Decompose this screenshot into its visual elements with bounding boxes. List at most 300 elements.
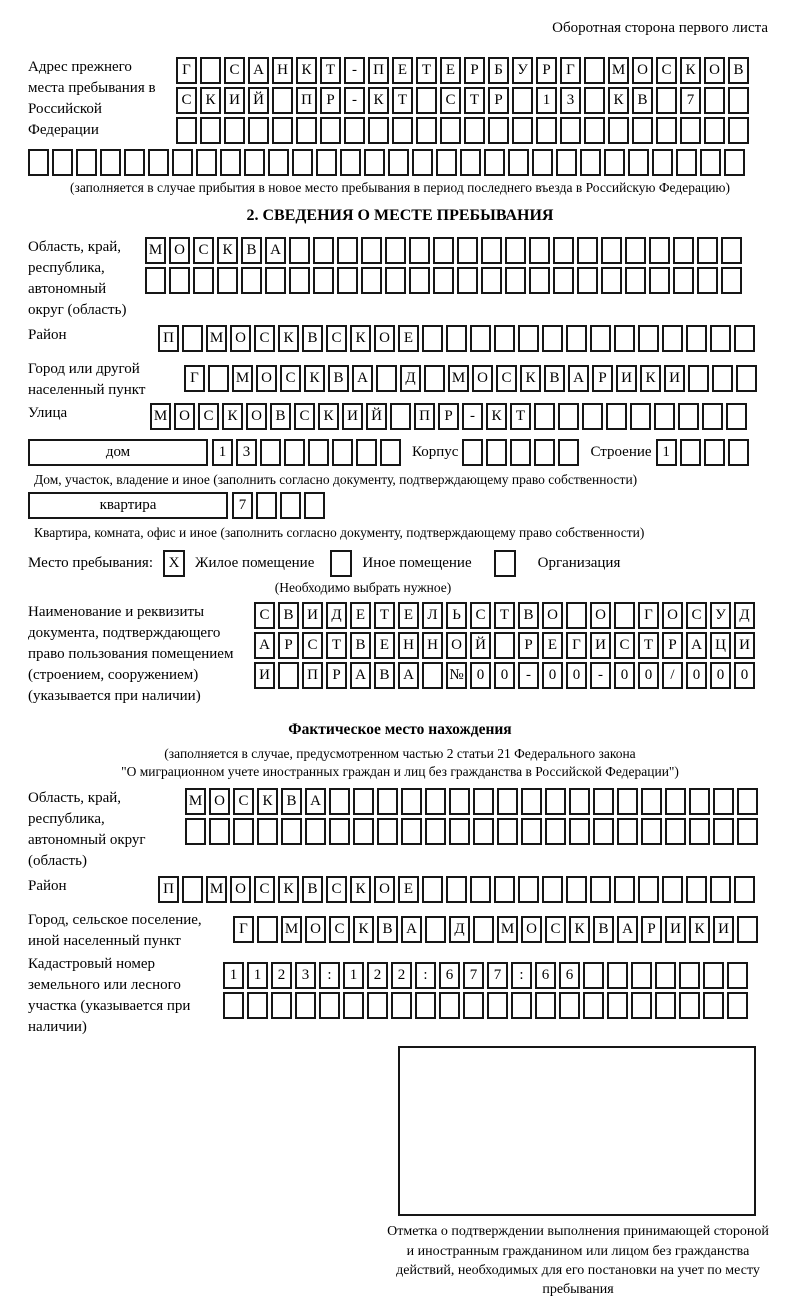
char-cell[interactable]	[607, 962, 628, 989]
char-cell[interactable]	[439, 992, 460, 1019]
char-cell[interactable]: О	[230, 876, 251, 903]
char-cell[interactable]	[505, 237, 526, 264]
char-cell[interactable]: /	[662, 662, 683, 689]
char-cell[interactable]	[425, 818, 446, 845]
char-cell[interactable]	[638, 876, 659, 903]
char-cell[interactable]: С	[656, 57, 677, 84]
char-cell[interactable]	[316, 149, 337, 176]
char-cell[interactable]	[390, 403, 411, 430]
char-cell[interactable]	[614, 602, 635, 629]
char-cell[interactable]	[630, 403, 651, 430]
char-cell[interactable]	[470, 876, 491, 903]
char-cell[interactable]	[329, 788, 350, 815]
char-cell[interactable]	[607, 992, 628, 1019]
char-cell[interactable]	[337, 237, 358, 264]
char-cell[interactable]	[724, 149, 745, 176]
char-cell[interactable]: 7	[487, 962, 508, 989]
char-cell[interactable]: 1	[212, 439, 233, 466]
char-cell[interactable]: О	[542, 602, 563, 629]
char-cell[interactable]: А	[254, 632, 275, 659]
char-cell[interactable]	[182, 325, 203, 352]
char-cell[interactable]: 3	[560, 87, 581, 114]
char-cell[interactable]: К	[680, 57, 701, 84]
char-cell[interactable]: 0	[734, 662, 755, 689]
char-cell[interactable]	[553, 267, 574, 294]
char-cell[interactable]	[385, 267, 406, 294]
char-cell[interactable]	[353, 788, 374, 815]
char-cell[interactable]: И	[664, 365, 685, 392]
char-cell[interactable]	[464, 117, 485, 144]
char-cell[interactable]: Ь	[446, 602, 467, 629]
char-cell[interactable]	[625, 237, 646, 264]
char-cell[interactable]	[625, 267, 646, 294]
char-cell[interactable]	[217, 267, 238, 294]
char-cell[interactable]: К	[222, 403, 243, 430]
char-cell[interactable]	[728, 87, 749, 114]
char-cell[interactable]	[271, 992, 292, 1019]
char-cell[interactable]	[604, 149, 625, 176]
char-cell[interactable]: П	[414, 403, 435, 430]
char-cell[interactable]: 0	[710, 662, 731, 689]
char-cell[interactable]: Е	[392, 57, 413, 84]
char-cell[interactable]	[518, 876, 539, 903]
char-cell[interactable]: К	[350, 325, 371, 352]
char-cell[interactable]: С	[686, 602, 707, 629]
char-cell[interactable]: М	[150, 403, 171, 430]
char-cell[interactable]	[559, 992, 580, 1019]
char-cell[interactable]	[169, 267, 190, 294]
char-cell[interactable]: 2	[391, 962, 412, 989]
char-cell[interactable]: 3	[236, 439, 257, 466]
char-cell[interactable]: С	[496, 365, 517, 392]
char-cell[interactable]: О	[374, 325, 395, 352]
char-cell[interactable]	[689, 818, 710, 845]
char-cell[interactable]: И	[224, 87, 245, 114]
char-cell[interactable]	[425, 788, 446, 815]
char-cell[interactable]	[726, 403, 747, 430]
char-cell[interactable]	[737, 788, 758, 815]
char-cell[interactable]	[284, 439, 305, 466]
char-cell[interactable]	[712, 365, 733, 392]
char-cell[interactable]	[446, 325, 467, 352]
char-cell[interactable]: В	[593, 916, 614, 943]
char-cell[interactable]	[278, 662, 299, 689]
char-cell[interactable]: О	[169, 237, 190, 264]
char-cell[interactable]	[176, 117, 197, 144]
char-cell[interactable]: -	[344, 57, 365, 84]
char-cell[interactable]	[484, 149, 505, 176]
char-cell[interactable]	[473, 818, 494, 845]
char-cell[interactable]: К	[368, 87, 389, 114]
char-cell[interactable]: -	[590, 662, 611, 689]
char-cell[interactable]: О	[209, 788, 230, 815]
char-cell[interactable]: А	[401, 916, 422, 943]
char-cell[interactable]	[385, 237, 406, 264]
char-cell[interactable]: П	[296, 87, 317, 114]
char-cell[interactable]: А	[265, 237, 286, 264]
char-cell[interactable]: С	[326, 876, 347, 903]
char-cell[interactable]: №	[446, 662, 467, 689]
char-cell[interactable]	[593, 818, 614, 845]
char-cell[interactable]: И	[713, 916, 734, 943]
char-cell[interactable]: В	[241, 237, 262, 264]
char-cell[interactable]	[542, 325, 563, 352]
char-cell[interactable]	[412, 149, 433, 176]
char-cell[interactable]	[577, 267, 598, 294]
char-cell[interactable]: Т	[464, 87, 485, 114]
char-cell[interactable]	[244, 149, 265, 176]
char-cell[interactable]	[145, 267, 166, 294]
char-cell[interactable]	[380, 439, 401, 466]
char-cell[interactable]	[710, 876, 731, 903]
char-cell[interactable]	[697, 237, 718, 264]
char-cell[interactable]: А	[350, 662, 371, 689]
char-cell[interactable]	[424, 365, 445, 392]
char-cell[interactable]	[542, 876, 563, 903]
char-cell[interactable]	[700, 149, 721, 176]
char-cell[interactable]: 0	[566, 662, 587, 689]
stay-type-checkbox-residential[interactable]: X	[163, 550, 185, 577]
char-cell[interactable]: Р	[326, 662, 347, 689]
char-cell[interactable]: Д	[326, 602, 347, 629]
char-cell[interactable]: И	[665, 916, 686, 943]
char-cell[interactable]: О	[521, 916, 542, 943]
char-cell[interactable]: К	[640, 365, 661, 392]
char-cell[interactable]	[638, 325, 659, 352]
char-cell[interactable]	[617, 818, 638, 845]
char-cell[interactable]	[196, 149, 217, 176]
char-cell[interactable]: :	[511, 962, 532, 989]
char-cell[interactable]: Р	[662, 632, 683, 659]
char-cell[interactable]	[545, 818, 566, 845]
char-cell[interactable]: В	[544, 365, 565, 392]
char-cell[interactable]	[737, 818, 758, 845]
char-cell[interactable]	[704, 439, 725, 466]
char-cell[interactable]: Г	[176, 57, 197, 84]
char-cell[interactable]	[545, 788, 566, 815]
char-cell[interactable]	[289, 267, 310, 294]
char-cell[interactable]	[529, 237, 550, 264]
char-cell[interactable]: Г	[184, 365, 205, 392]
char-cell[interactable]	[704, 117, 725, 144]
char-cell[interactable]: Б	[488, 57, 509, 84]
char-cell[interactable]: 7	[680, 87, 701, 114]
char-cell[interactable]	[734, 325, 755, 352]
char-cell[interactable]	[488, 117, 509, 144]
char-cell[interactable]: Е	[440, 57, 461, 84]
char-cell[interactable]: У	[710, 602, 731, 629]
char-cell[interactable]: Т	[374, 602, 395, 629]
char-cell[interactable]	[584, 117, 605, 144]
char-cell[interactable]	[313, 267, 334, 294]
char-cell[interactable]: 1	[247, 962, 268, 989]
char-cell[interactable]: -	[518, 662, 539, 689]
char-cell[interactable]: И	[616, 365, 637, 392]
char-cell[interactable]	[28, 149, 49, 176]
char-cell[interactable]: Г	[560, 57, 581, 84]
char-cell[interactable]	[721, 237, 742, 264]
char-cell[interactable]	[391, 992, 412, 1019]
char-cell[interactable]: Н	[398, 632, 419, 659]
char-cell[interactable]	[510, 439, 531, 466]
char-cell[interactable]: У	[512, 57, 533, 84]
char-cell[interactable]: Р	[438, 403, 459, 430]
char-cell[interactable]: С	[614, 632, 635, 659]
char-cell[interactable]: О	[704, 57, 725, 84]
char-cell[interactable]	[272, 87, 293, 114]
char-cell[interactable]: К	[278, 325, 299, 352]
char-cell[interactable]: Р	[488, 87, 509, 114]
char-cell[interactable]: -	[344, 87, 365, 114]
char-cell[interactable]	[319, 992, 340, 1019]
char-cell[interactable]	[702, 403, 723, 430]
char-cell[interactable]	[727, 962, 748, 989]
char-cell[interactable]	[473, 788, 494, 815]
char-cell[interactable]	[584, 87, 605, 114]
char-cell[interactable]	[689, 788, 710, 815]
char-cell[interactable]	[601, 267, 622, 294]
char-cell[interactable]	[220, 149, 241, 176]
char-cell[interactable]	[332, 439, 353, 466]
char-cell[interactable]	[508, 149, 529, 176]
char-cell[interactable]	[710, 325, 731, 352]
char-cell[interactable]	[481, 267, 502, 294]
char-cell[interactable]: 1	[656, 439, 677, 466]
char-cell[interactable]: 1	[343, 962, 364, 989]
char-cell[interactable]	[512, 87, 533, 114]
char-cell[interactable]	[632, 117, 653, 144]
char-cell[interactable]	[313, 237, 334, 264]
char-cell[interactable]	[569, 818, 590, 845]
char-cell[interactable]	[185, 818, 206, 845]
char-cell[interactable]: С	[224, 57, 245, 84]
char-cell[interactable]	[233, 818, 254, 845]
char-cell[interactable]	[558, 403, 579, 430]
char-cell[interactable]: Р	[536, 57, 557, 84]
char-cell[interactable]: А	[617, 916, 638, 943]
char-cell[interactable]	[713, 818, 734, 845]
char-cell[interactable]: А	[398, 662, 419, 689]
char-cell[interactable]	[518, 325, 539, 352]
char-cell[interactable]: М	[232, 365, 253, 392]
char-cell[interactable]: К	[569, 916, 590, 943]
char-cell[interactable]	[497, 788, 518, 815]
char-cell[interactable]: 0	[470, 662, 491, 689]
char-cell[interactable]	[529, 267, 550, 294]
char-cell[interactable]: А	[686, 632, 707, 659]
char-cell[interactable]: А	[248, 57, 269, 84]
char-cell[interactable]: К	[520, 365, 541, 392]
char-cell[interactable]: 0	[638, 662, 659, 689]
char-cell[interactable]	[676, 149, 697, 176]
char-cell[interactable]	[392, 117, 413, 144]
char-cell[interactable]: П	[158, 325, 179, 352]
char-cell[interactable]: Т	[416, 57, 437, 84]
char-cell[interactable]	[673, 237, 694, 264]
char-cell[interactable]	[737, 916, 758, 943]
char-cell[interactable]	[422, 662, 443, 689]
char-cell[interactable]: Е	[542, 632, 563, 659]
char-cell[interactable]	[224, 117, 245, 144]
char-cell[interactable]: М	[448, 365, 469, 392]
char-cell[interactable]: Т	[392, 87, 413, 114]
char-cell[interactable]	[265, 267, 286, 294]
char-cell[interactable]: Р	[518, 632, 539, 659]
char-cell[interactable]: К	[350, 876, 371, 903]
char-cell[interactable]	[422, 325, 443, 352]
char-cell[interactable]	[388, 149, 409, 176]
char-cell[interactable]	[367, 992, 388, 1019]
char-cell[interactable]: К	[217, 237, 238, 264]
char-cell[interactable]: Л	[422, 602, 443, 629]
char-cell[interactable]	[409, 267, 430, 294]
char-cell[interactable]: В	[278, 602, 299, 629]
char-cell[interactable]: К	[278, 876, 299, 903]
char-cell[interactable]	[521, 818, 542, 845]
char-cell[interactable]	[361, 267, 382, 294]
char-cell[interactable]: А	[352, 365, 373, 392]
char-cell[interactable]	[534, 403, 555, 430]
char-cell[interactable]: Е	[398, 602, 419, 629]
char-cell[interactable]	[736, 365, 757, 392]
char-cell[interactable]: В	[377, 916, 398, 943]
char-cell[interactable]	[494, 632, 515, 659]
char-cell[interactable]	[512, 117, 533, 144]
char-cell[interactable]	[433, 237, 454, 264]
char-cell[interactable]	[580, 149, 601, 176]
char-cell[interactable]	[209, 818, 230, 845]
char-cell[interactable]: Г	[566, 632, 587, 659]
char-cell[interactable]: 2	[367, 962, 388, 989]
char-cell[interactable]: О	[256, 365, 277, 392]
char-cell[interactable]: К	[296, 57, 317, 84]
char-cell[interactable]: И	[590, 632, 611, 659]
char-cell[interactable]	[100, 149, 121, 176]
char-cell[interactable]	[560, 117, 581, 144]
char-cell[interactable]	[377, 818, 398, 845]
char-cell[interactable]	[583, 962, 604, 989]
char-cell[interactable]: С	[294, 403, 315, 430]
char-cell[interactable]	[494, 876, 515, 903]
char-cell[interactable]	[704, 87, 725, 114]
char-cell[interactable]	[665, 818, 686, 845]
char-cell[interactable]	[584, 57, 605, 84]
char-cell[interactable]	[697, 267, 718, 294]
char-cell[interactable]	[569, 788, 590, 815]
char-cell[interactable]	[281, 818, 302, 845]
char-cell[interactable]	[583, 992, 604, 1019]
char-cell[interactable]	[470, 325, 491, 352]
char-cell[interactable]: В	[632, 87, 653, 114]
char-cell[interactable]: П	[302, 662, 323, 689]
char-cell[interactable]	[631, 992, 652, 1019]
char-cell[interactable]: К	[304, 365, 325, 392]
char-cell[interactable]	[401, 818, 422, 845]
char-cell[interactable]: 6	[559, 962, 580, 989]
char-cell[interactable]	[433, 267, 454, 294]
char-cell[interactable]	[304, 492, 325, 519]
char-cell[interactable]	[566, 602, 587, 629]
char-cell[interactable]	[734, 876, 755, 903]
char-cell[interactable]: О	[230, 325, 251, 352]
char-cell[interactable]	[76, 149, 97, 176]
char-cell[interactable]	[566, 325, 587, 352]
char-cell[interactable]: 3	[295, 962, 316, 989]
char-cell[interactable]	[686, 325, 707, 352]
char-cell[interactable]	[628, 149, 649, 176]
char-cell[interactable]	[655, 992, 676, 1019]
char-cell[interactable]: М	[206, 876, 227, 903]
char-cell[interactable]	[713, 788, 734, 815]
char-cell[interactable]	[462, 439, 483, 466]
char-cell[interactable]	[296, 117, 317, 144]
char-cell[interactable]	[260, 439, 281, 466]
char-cell[interactable]: М	[497, 916, 518, 943]
char-cell[interactable]	[52, 149, 73, 176]
char-cell[interactable]	[656, 117, 677, 144]
char-cell[interactable]: О	[246, 403, 267, 430]
char-cell[interactable]: К	[689, 916, 710, 943]
char-cell[interactable]: Й	[470, 632, 491, 659]
char-cell[interactable]: Р	[464, 57, 485, 84]
char-cell[interactable]	[679, 992, 700, 1019]
char-cell[interactable]: Е	[398, 325, 419, 352]
char-cell[interactable]: В	[302, 876, 323, 903]
char-cell[interactable]	[124, 149, 145, 176]
char-cell[interactable]	[256, 492, 277, 519]
char-cell[interactable]	[703, 962, 724, 989]
char-cell[interactable]: С	[280, 365, 301, 392]
char-cell[interactable]: В	[374, 662, 395, 689]
char-cell[interactable]	[649, 237, 670, 264]
char-cell[interactable]: В	[302, 325, 323, 352]
char-cell[interactable]	[337, 267, 358, 294]
char-cell[interactable]: Н	[422, 632, 443, 659]
char-cell[interactable]	[377, 788, 398, 815]
char-cell[interactable]: И	[302, 602, 323, 629]
char-cell[interactable]	[614, 325, 635, 352]
char-cell[interactable]	[344, 117, 365, 144]
char-cell[interactable]: Р	[592, 365, 613, 392]
char-cell[interactable]: Г	[638, 602, 659, 629]
char-cell[interactable]: Т	[320, 57, 341, 84]
char-cell[interactable]: Т	[326, 632, 347, 659]
char-cell[interactable]: С	[254, 602, 275, 629]
char-cell[interactable]	[425, 916, 446, 943]
char-cell[interactable]	[656, 87, 677, 114]
char-cell[interactable]	[248, 117, 269, 144]
char-cell[interactable]: Р	[641, 916, 662, 943]
char-cell[interactable]: К	[608, 87, 629, 114]
char-cell[interactable]: М	[608, 57, 629, 84]
char-cell[interactable]	[680, 439, 701, 466]
char-cell[interactable]	[247, 992, 268, 1019]
char-cell[interactable]	[460, 149, 481, 176]
char-cell[interactable]: С	[440, 87, 461, 114]
char-cell[interactable]: О	[590, 602, 611, 629]
char-cell[interactable]	[652, 149, 673, 176]
char-cell[interactable]	[582, 403, 603, 430]
char-cell[interactable]: 6	[535, 962, 556, 989]
char-cell[interactable]	[590, 325, 611, 352]
char-cell[interactable]: О	[446, 632, 467, 659]
char-cell[interactable]: М	[281, 916, 302, 943]
char-cell[interactable]: А	[568, 365, 589, 392]
char-cell[interactable]	[422, 876, 443, 903]
char-cell[interactable]: Т	[638, 632, 659, 659]
char-cell[interactable]	[497, 818, 518, 845]
char-cell[interactable]	[340, 149, 361, 176]
